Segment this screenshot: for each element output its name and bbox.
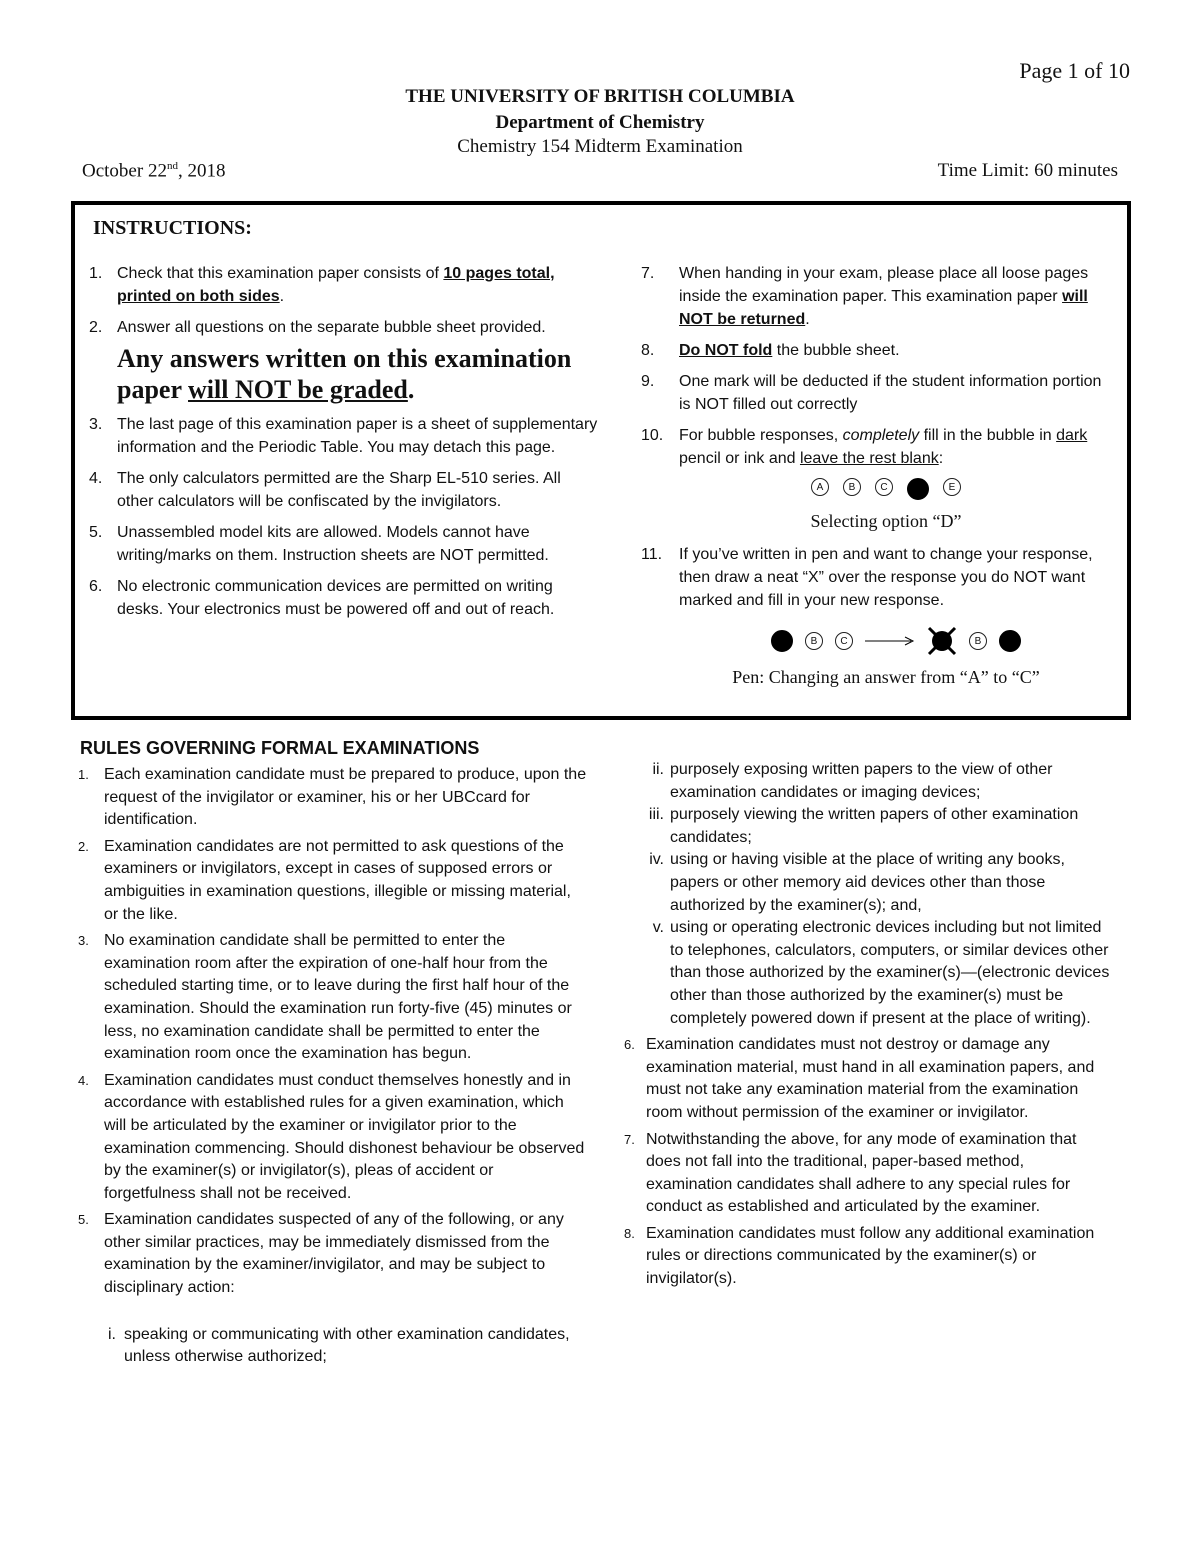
crossed-out-bubble-icon xyxy=(927,626,957,656)
rule-subitem: v. using or operating electronic devices including but not limited to telephones, calculators, computers, or similar devices other than those authorized by the examiner(s)—(electronic devices other than those authorized by the examiner(s) must be completely powered down if present at the place of writing). xyxy=(652,919,1110,1027)
rules-title: RULES GOVERNING FORMAL EXAMINATIONS xyxy=(80,738,480,758)
rules-right-column xyxy=(624,759,1114,1295)
instruction-item: 4. The only calculators permitted are the Sharp EL-510 series. All other calculators will be confiscated by the invigilators. xyxy=(89,470,561,510)
rule-item: 7. Notwithstanding the above, for any mode of examination that does not fall into the traditional, paper-based method, examination candidates shall adhere to any special rules for conduct as established and articulated by the examiner. xyxy=(624,1130,1077,1216)
bubble-option-c: C xyxy=(835,632,853,650)
rule-item: 5. Examination candidates suspected of any of the following, or any other similar practices, may be immediately dismissed from the examination by the examiner/invigilator, and may be subject to disciplinary action: xyxy=(78,1211,564,1297)
instruction-item: 3. The last page of this examination paper is a sheet of supplementary information and the Periodic Table. You may detach this page. xyxy=(89,416,598,456)
time-limit: Time Limit: 60 minutes xyxy=(937,160,1118,181)
instruction-item: 1. Check that this examination paper consists of 10 pages total, printed on both sides. xyxy=(89,265,555,305)
rule-item: 8. Examination candidates must follow any additional examination rules or directions communicated by the examiner(s) or invigilator(s). xyxy=(624,1224,1095,1288)
instruction-item: 9. One mark will be deducted if the student information portion is NOT filled out correctly xyxy=(641,373,1102,413)
bubble-option-b: B xyxy=(843,478,861,496)
rule-item: 1. Each examination candidate must be prepared to produce, upon the request of the invigilator or examiner, his or her UBCcard for identification. xyxy=(78,766,587,829)
bubble-option-b: B xyxy=(969,632,987,650)
instructions-left-column xyxy=(89,262,599,629)
not-graded-warning: Any answers written on this examination paper will NOT be graded. xyxy=(117,344,572,404)
department-name: Department of Chemistry xyxy=(495,112,705,133)
exam-date: October 22nd, 2018 xyxy=(82,160,226,182)
bubble-filled-a xyxy=(771,630,793,652)
rule-subitem: i. speaking or communicating with other examination candidates, unless otherwise authorized; xyxy=(108,1325,570,1366)
rule-subitem: iii. purposely viewing the written papers of other examination candidates; xyxy=(648,806,1079,846)
rules-left-column xyxy=(78,764,588,1369)
rule-item: 3. No examination candidate shall be permitted to enter the examination room after the expiration of one-half hour from the scheduled starting time, or to leave during the first half hour of the examination. Should the examination run forty-five (45) minutes or less, no examination candidate shall be permitted to enter the examination room once the examination has begun. xyxy=(78,932,572,1063)
bubble-option-c: C xyxy=(875,478,893,496)
bubble-option-d-filled xyxy=(907,478,929,500)
instructions-title: INSTRUCTIONS: xyxy=(93,217,252,239)
rule-item: 6. Examination candidates must not destroy or damage any examination material, must hand in all examination papers, and must not take any examination material from the examination room without permission of the examiner or invigilator. xyxy=(624,1036,1095,1121)
instruction-item: 8. Do NOT fold the bubble sheet. xyxy=(641,342,900,359)
pen-caption: Pen: Changing an answer from “A” to “C” xyxy=(732,667,1040,687)
university-name: THE UNIVERSITY OF BRITISH COLUMBIA xyxy=(405,86,795,107)
instructions-right-column xyxy=(641,262,1111,699)
bubble-filled-c xyxy=(999,630,1021,652)
rule-item: 4. Examination candidates must conduct themselves honestly and in accordance with established rules for a given examination, which will be articulated by the examiner or invigilator prior to the examination commencing. Should dishonest behaviour be observed by the examiner(s) or invigilator(s), pleas of accident or forgetfulness shall not be received. xyxy=(78,1071,585,1202)
rule-subitem: ii. purposely exposing written papers to the view of other examination candidates or imaging devices; xyxy=(652,761,1053,801)
instruction-item: 2. Answer all questions on the separate bubble sheet provided. Any answers written on this examination paper will NOT be graded. xyxy=(89,316,599,405)
selecting-caption: Selecting option “D” xyxy=(810,511,962,531)
instructions-box xyxy=(71,201,1131,720)
instruction-item: 5. Unassembled model kits are allowed. Models cannot have writing/marks on them. Instruction sheets are NOT permitted. xyxy=(89,524,549,564)
instruction-item: 11. If you’ve written in pen and want to change your response, then draw a neat “X” over the response you do NOT want marked and fill in your new response. xyxy=(641,546,1093,609)
instruction-item: 10. For bubble responses, completely fill in the bubble in dark pencil or ink and leave the rest blank: xyxy=(641,427,1088,467)
instruction-item: 6. No electronic communication devices are permitted on writing desks. Your electronics must be powered off and out of reach. xyxy=(89,578,555,618)
pen-change-example xyxy=(681,626,1111,656)
rule-item: 2. Examination candidates are not permitted to ask questions of the examiners or invigilators, except in cases of supposed errors or ambiguities in examination questions, illegible or missing material, or the like. xyxy=(78,837,571,923)
instruction-item: 7. When handing in your exam, please place all loose pages inside the examination paper. This examination paper will NOT be returned. xyxy=(641,265,1089,328)
bubble-example-row xyxy=(661,478,1111,500)
bubble-option-e: E xyxy=(943,478,961,496)
page-number: Page 1 of 10 xyxy=(1019,58,1130,83)
arrow-right-icon xyxy=(865,634,915,648)
bubble-option-a: A xyxy=(811,478,829,496)
bubble-option-b: B xyxy=(805,632,823,650)
exam-title: Chemistry 154 Midterm Examination xyxy=(457,136,743,157)
rule-subitem: iv. using or having visible at the place of writing any books, papers or other memory aid devices other than those authorized by the examiner(s); and, xyxy=(649,851,1065,914)
